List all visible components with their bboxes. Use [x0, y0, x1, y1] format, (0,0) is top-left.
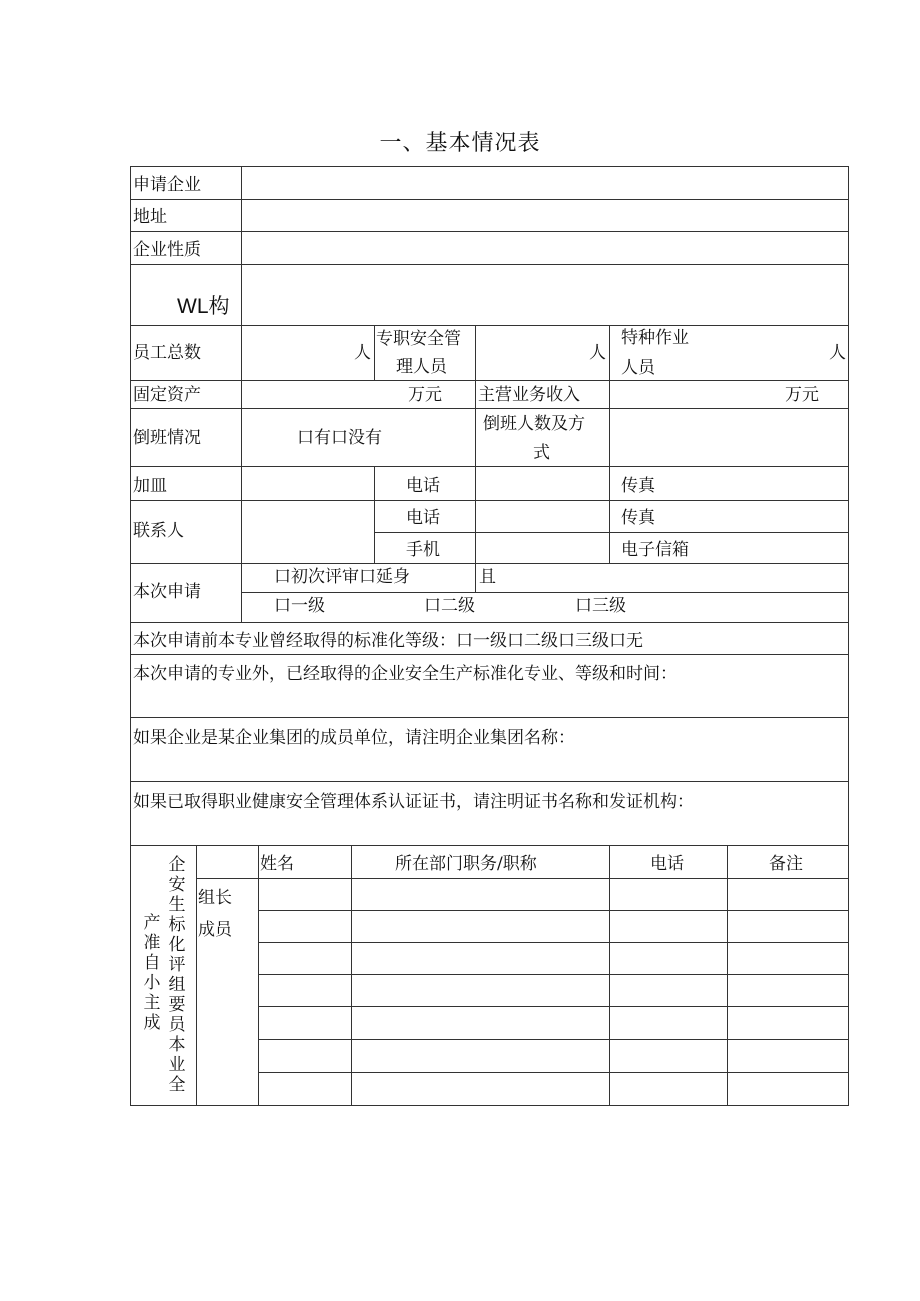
header-dept-title: 所在部门职务/职称 — [395, 854, 537, 874]
unit-person-3: 人 — [829, 343, 846, 363]
label-phone-1: 电话 — [406, 476, 440, 496]
label-address: 地址 — [133, 207, 167, 227]
label-shift: 倒班情况 — [133, 428, 201, 448]
nature-field[interactable] — [244, 240, 844, 260]
label-fixed-assets: 固定资产 — [133, 385, 201, 405]
label-shift-method-1: 倒班人数及方 — [483, 414, 585, 434]
unit-wanyuan-1: 万元 — [408, 385, 442, 405]
label-apply: 本次申请 — [133, 582, 201, 602]
label-contact: 联系人 — [133, 521, 184, 541]
shift-options[interactable]: 口有口没有 — [297, 428, 382, 448]
unit-person-2: 人 — [589, 343, 606, 363]
header-phone: 电话 — [650, 854, 684, 874]
label-mobile: 手机 — [406, 540, 440, 560]
label-legal: 加皿 — [133, 476, 167, 496]
structure-field[interactable] — [244, 280, 844, 320]
label-safety-manager-2: 理人员 — [396, 357, 447, 377]
team-side-label-left: 产准自小主成 — [143, 913, 161, 1033]
label-main-revenue: 主营业务收入 — [478, 385, 580, 405]
company-field[interactable] — [244, 175, 844, 195]
label-fax-1: 传真 — [621, 476, 655, 496]
level-one-option[interactable]: 口一级 — [274, 596, 325, 616]
label-company: 申请企业 — [133, 175, 201, 195]
label-shift-method-2: 式 — [533, 443, 550, 463]
level-two-option[interactable]: 口二级 — [424, 596, 475, 616]
label-nature: 企业性质 — [133, 240, 201, 260]
unit-wanyuan-2: 万元 — [785, 385, 819, 405]
apply-type-tail: 且 — [479, 567, 496, 587]
cert-line: 如果已取得职业健康安全管理体系认证证书，请注明证书名称和发证机构： — [133, 792, 694, 812]
apply-type-options[interactable]: 口初次评审口延身 — [274, 567, 410, 587]
label-safety-manager-1: 专职安全管 — [376, 329, 461, 349]
group-line: 如果企业是某企业集团的成员单位，请注明企业集团名称： — [133, 728, 575, 748]
label-special-ops-2: 人员 — [621, 358, 655, 378]
other-majors-line: 本次申请的专业外，已经取得的企业安全生产标准化专业、等级和时间： — [133, 664, 677, 684]
level-three-option[interactable]: 口三级 — [575, 596, 626, 616]
prev-level-line: 本次申请前本专业曾经取得的标准化等级：口一级口二级口三级口无 — [133, 631, 643, 651]
label-fax-2: 传真 — [621, 508, 655, 528]
unit-person-1: 人 — [354, 343, 371, 363]
label-staff-total: 员工总数 — [133, 343, 201, 363]
label-special-ops-1: 特种作业 — [621, 328, 689, 348]
header-remarks: 备注 — [769, 854, 803, 874]
label-email: 电子信箱 — [621, 540, 689, 560]
label-phone-2: 电话 — [406, 508, 440, 528]
label-member: 成员 — [198, 920, 232, 940]
team-side-label-right: 企安生标化评组要员本业全 — [168, 855, 186, 1095]
header-name: 姓名 — [260, 854, 294, 874]
address-field[interactable] — [244, 207, 844, 227]
label-structure: WL构 — [177, 295, 230, 318]
label-leader: 组长 — [198, 888, 232, 908]
page-title: 一、基本情况表 — [379, 131, 541, 156]
